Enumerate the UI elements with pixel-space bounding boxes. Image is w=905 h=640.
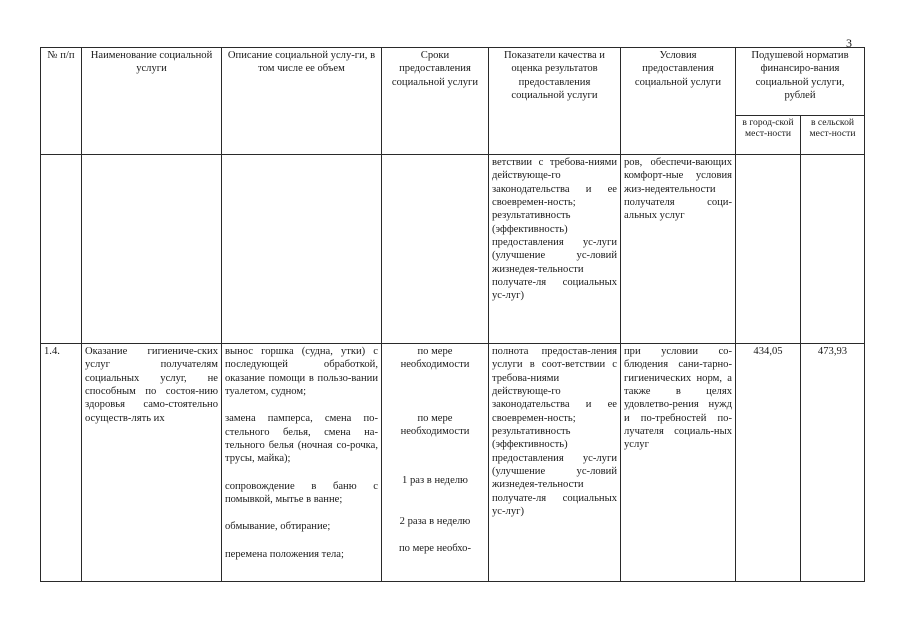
item-quality: полнота предостав-ления услуги в соот-ветствии с требова-ниями действующе-го законодательства и ее своевремен-ность; результативность (эффективность) предоставления ус-луги (улучшение ус-ловий жизнедея-тельности получате-ля социальных ус-луг) [489, 344, 621, 582]
description-item: вынос горшка (судна, утки) с последующей обработкой, оказание помощи в пользо-вании туалетом, судном; [225, 346, 378, 398]
continuation-quality: ветствии с требова-ниями действующе-го законодательства и ее своевремен-ность; результативность (эффективность) предоставления ус-луги (улучшение ус-ловий жизнедея-тельности получате-ля социальных ус-луг) [489, 155, 621, 344]
header-conditions: Условия предоставления социальной услуги [621, 48, 736, 155]
description-item: замена памперса, смена по-стельного белья, смена на-тельного белья (ночная со-рочка, трусы, майка); [225, 413, 378, 465]
header-description: Описание социальной услу-ги, в том числе ее объем [222, 48, 382, 155]
service-row-1-4 [41, 344, 865, 582]
header-num: № п/п [41, 48, 82, 155]
header-row [41, 48, 865, 116]
item-name: Оказание гигиениче-ских услуг получателям социальных услуг, не способным по состоя-нию здоровья само-стоятельно осуществ-лять их [82, 344, 222, 582]
item-descriptions [222, 344, 382, 582]
description-item: обмывание, обтирание; [225, 521, 331, 533]
term-item: 2 раза в неделю [399, 515, 471, 527]
item-norm-rural: 473,93 [801, 344, 865, 582]
item-norm-city: 434,05 [736, 344, 801, 582]
item-conditions: при условии со-блюдения сани-тарно-гигиенических норм, а также в целях удовлетво-рения нужд и по-требностей по-лучателя социаль-ных услуг [621, 344, 736, 582]
term-item: 1 раз в неделю [402, 475, 468, 487]
services-table [40, 47, 865, 582]
description-item: перемена положения тела; [225, 548, 344, 560]
header-quality: Показатели качества и оценка результатов предоставления социальной услуги [489, 48, 621, 155]
header-name: Наименование социальной услуги [82, 48, 222, 155]
item-terms [382, 344, 489, 582]
header-norm-city: в город-ской мест-ности [736, 116, 801, 155]
term-item: по мере необходимости [400, 412, 470, 438]
header-norm: Подушевой норматив финансиро-вания социальной услуги, рублей [736, 48, 865, 116]
header-norm-rural: в сельской мест-ности [801, 116, 865, 155]
term-item: по мере необхо- [398, 543, 472, 555]
continuation-row [41, 155, 865, 344]
item-number: 1.4. [41, 344, 82, 582]
header-terms: Сроки предоставления социальной услуги [382, 48, 489, 155]
term-item: по мере необходимости [400, 346, 470, 371]
page-number: 3 [846, 36, 852, 50]
description-item: сопровождение в баню с помывкой, мытье в ванне; [225, 480, 378, 506]
continuation-conditions: ров, обеспечи-вающих комфорт-ные условия жиз-недеятельности получателя соци-альных услуг [621, 155, 736, 344]
